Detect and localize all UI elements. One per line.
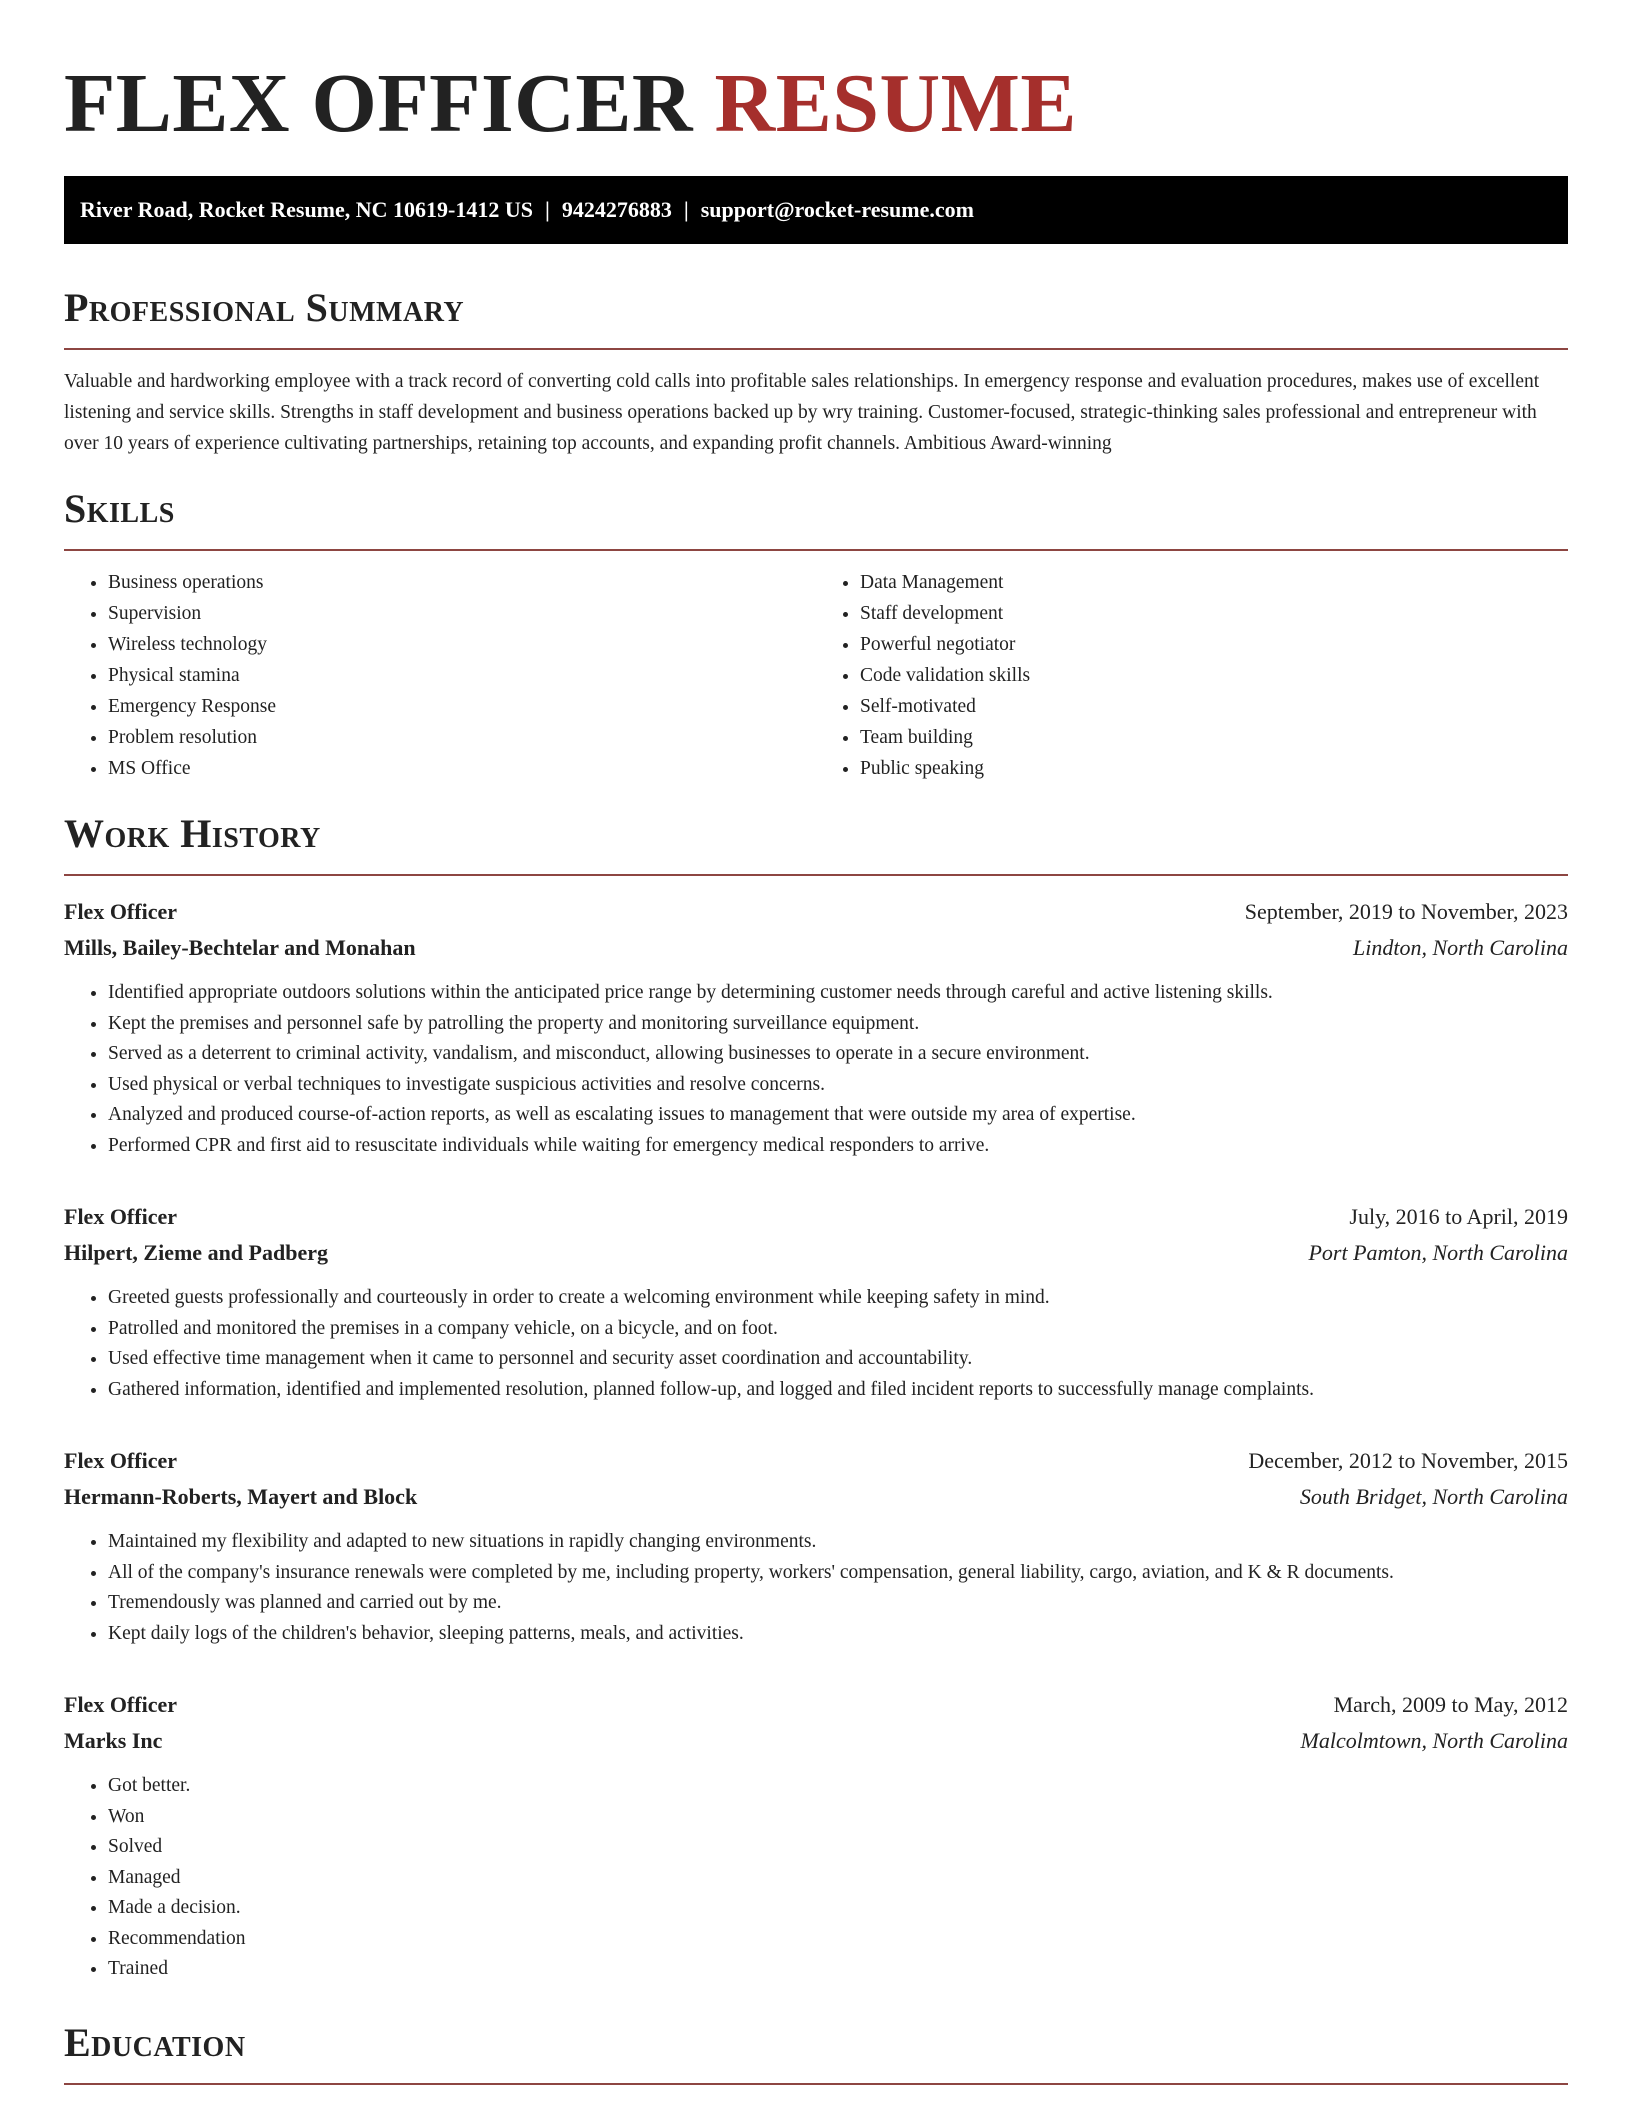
skills-grid <box>64 567 1568 784</box>
skill-item: • Wireless technology <box>108 629 816 660</box>
skill-item: • Data Management <box>860 567 1568 598</box>
job-company-row <box>64 1479 1568 1515</box>
summary-heading: Professional Summary <box>64 284 1568 350</box>
job-duty-item: • Identified appropriate outdoors solutions within the anticipated price range by determining customer needs through careful and active listening skills. <box>108 978 1568 1009</box>
job-location: South Bridget, North Carolina <box>1299 1484 1568 1509</box>
skill-item: • Staff development <box>860 598 1568 629</box>
job-duty-item: • Greeted guests professionally and courteously in order to create a welcoming environment while keeping safety in mind. <box>108 1283 1568 1314</box>
education-heading: Education <box>64 2019 1568 2085</box>
resume-page <box>64 0 1568 2085</box>
job-duties-list <box>64 978 1568 1161</box>
job-duty-item: • Got better. <box>108 1771 1568 1802</box>
job-entry <box>64 1443 1568 1649</box>
job-duty-item: • Performed CPR and first aid to resuscitate individuals while waiting for emergency medical responders to arrive. <box>108 1131 1568 1162</box>
skill-item: • Code validation skills <box>860 660 1568 691</box>
job-dates: December, 2012 to November, 2015 <box>1248 1448 1568 1473</box>
job-duty-item: • Served as a deterrent to criminal activity, vandalism, and misconduct, allowing businesses to operate in a secure environment. <box>108 1039 1568 1070</box>
skill-item: • Emergency Response <box>108 691 816 722</box>
skill-item: • MS Office <box>108 753 816 784</box>
job-title-row <box>64 1443 1568 1479</box>
contact-email: support@rocket-resume.com <box>700 197 974 222</box>
job-company: Hermann-Roberts, Mayert and Block <box>64 1484 418 1509</box>
contact-phone: 9424276883 <box>561 197 672 222</box>
job-title: Flex Officer <box>64 899 177 924</box>
skill-item: • Public speaking <box>860 753 1568 784</box>
skills-list-left <box>64 567 816 784</box>
skill-item: • Business operations <box>108 567 816 598</box>
contact-separator: | <box>545 197 550 222</box>
job-title: Flex Officer <box>64 1448 177 1473</box>
job-company: Mills, Bailey-Bechtelar and Monahan <box>64 935 416 960</box>
job-company: Marks Inc <box>64 1728 163 1753</box>
title-resume-word: RESUME <box>714 57 1077 150</box>
job-duty-item: • Tremendously was planned and carried out by me. <box>108 1588 1568 1619</box>
job-company-row <box>64 1723 1568 1759</box>
job-duty-item: • Kept the premises and personnel safe by patrolling the property and monitoring surveillance equipment. <box>108 1009 1568 1040</box>
job-duty-item: • Managed <box>108 1863 1568 1894</box>
job-duty-item: • Gathered information, identified and implemented resolution, planned follow-up, and logged and filed incident reports to successfully manage complaints. <box>108 1375 1568 1406</box>
title-job-name: FLEX OFFICER <box>64 57 694 150</box>
job-duty-item: • Trained <box>108 1954 1568 1985</box>
job-title-row <box>64 894 1568 930</box>
job-location: Port Pamton, North Carolina <box>1308 1240 1568 1265</box>
job-company: Hilpert, Zieme and Padberg <box>64 1240 328 1265</box>
job-duty-item: • Made a decision. <box>108 1893 1568 1924</box>
skill-item: • Powerful negotiator <box>860 629 1568 660</box>
skill-item: • Self-motivated <box>860 691 1568 722</box>
job-dates: September, 2019 to November, 2023 <box>1244 899 1568 924</box>
job-company-row <box>64 930 1568 966</box>
job-duty-item: • Analyzed and produced course-of-action reports, as well as escalating issues to management that were outside my area of expertise. <box>108 1100 1568 1131</box>
contact-address: River Road, Rocket Resume, NC 10619-1412 US <box>80 197 533 222</box>
resume-title <box>64 0 1568 150</box>
job-duty-item: • Used physical or verbal techniques to investigate suspicious activities and resolve concerns. <box>108 1070 1568 1101</box>
job-dates: July, 2016 to April, 2019 <box>1349 1204 1568 1229</box>
job-duties-list <box>64 1771 1568 1985</box>
work-history-list <box>64 894 1568 1985</box>
job-duty-item: • Maintained my flexibility and adapted to new situations in rapidly changing environments. <box>108 1527 1568 1558</box>
job-dates: March, 2009 to May, 2012 <box>1333 1692 1568 1717</box>
job-duty-item: • All of the company's insurance renewals were completed by me, including property, workers' compensation, general liability, cargo, aviation, and K & R documents. <box>108 1558 1568 1589</box>
job-duty-item: • Won <box>108 1802 1568 1833</box>
work-history-heading: Work History <box>64 810 1568 876</box>
job-title: Flex Officer <box>64 1204 177 1229</box>
job-duties-list <box>64 1527 1568 1649</box>
skill-item: • Physical stamina <box>108 660 816 691</box>
job-location: Lindton, North Carolina <box>1353 935 1568 960</box>
job-entry <box>64 1199 1568 1405</box>
contact-bar <box>64 176 1568 244</box>
job-title-row <box>64 1199 1568 1235</box>
job-duties-list <box>64 1283 1568 1405</box>
skill-item: • Team building <box>860 722 1568 753</box>
job-title: Flex Officer <box>64 1692 177 1717</box>
job-location: Malcolmtown, North Carolina <box>1300 1728 1568 1753</box>
job-duty-item: • Patrolled and monitored the premises in a company vehicle, on a bicycle, and on foot. <box>108 1314 1568 1345</box>
job-title-row <box>64 1687 1568 1723</box>
skills-list-right <box>816 567 1568 784</box>
summary-text: Valuable and hardworking employee with a track record of converting cold calls into profitable sales relationships. In emergency response and evaluation procedures, makes use of excellent listening and service skills. Strengths in staff development and business operations backed up by wry training. Customer-focused, strategic-thinking sales professional and entrepreneur with over 10 years of experience cultivating partnerships, retaining top accounts, and expanding profit channels. Ambitious Award-winning <box>64 371 1540 454</box>
job-duty-item: • Recommendation <box>108 1924 1568 1955</box>
job-duty-item: • Kept daily logs of the children's behavior, sleeping patterns, meals, and activities. <box>108 1619 1568 1650</box>
job-duty-item: • Used effective time management when it came to personnel and security asset coordination and accountability. <box>108 1344 1568 1375</box>
job-entry <box>64 894 1568 1161</box>
job-company-row <box>64 1235 1568 1271</box>
contact-separator: | <box>683 197 689 222</box>
skill-item: • Supervision <box>108 598 816 629</box>
skill-item: • Problem resolution <box>108 722 816 753</box>
job-duty-item: • Solved <box>108 1832 1568 1863</box>
job-entry <box>64 1687 1568 1985</box>
skills-heading: Skills <box>64 485 1568 551</box>
